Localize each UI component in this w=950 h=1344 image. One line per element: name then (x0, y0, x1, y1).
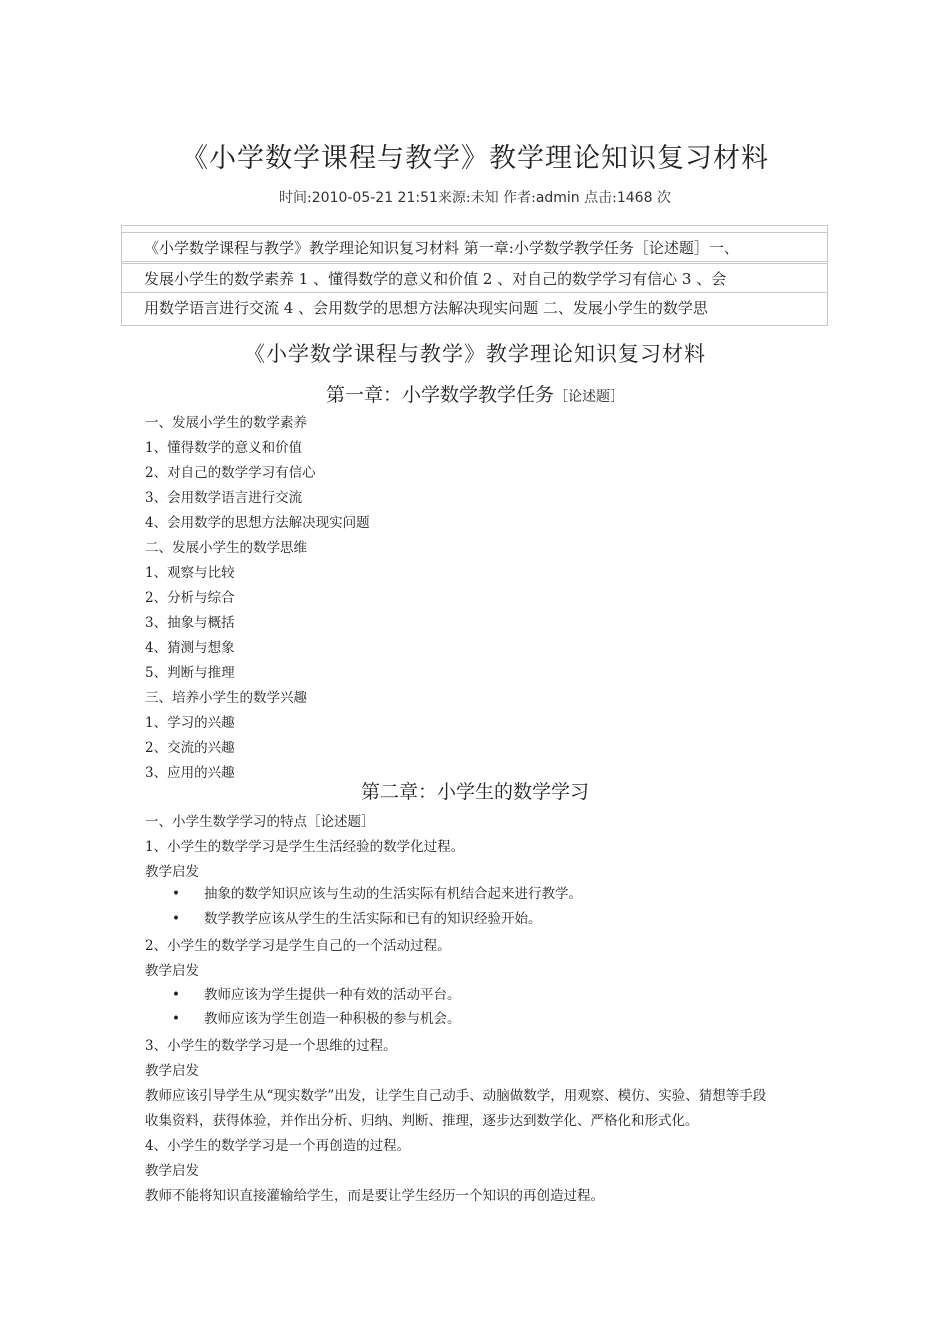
source-value: 未知 (470, 190, 499, 206)
paragraph: 4、小学生的数学学习是一个再创造的过程。 (145, 1138, 411, 1154)
bullet-icon: • (172, 1011, 180, 1027)
document-title: 《小学数学课程与教学》教学理论知识复习材料 (244, 342, 706, 366)
article-meta (0, 187, 950, 207)
chapter-1-title: 第一章：小学数学教学任务 (325, 384, 554, 406)
time-value: 2010-05-21 21:51 (311, 190, 438, 206)
bullet-text: 数学教学应该从学生的生活实际和已有的知识经验开始。 (204, 911, 542, 927)
chapter-1-heading (0, 380, 950, 407)
paragraph: 1、小学生的数学学习是学生生活经验的数学化过程。 (145, 839, 465, 855)
summary-line: 《小学数学课程与教学》教学理论知识复习材料 第一章:小学数学教学任务［论述题］一、 (122, 232, 827, 262)
paragraph: 2、小学生的数学学习是学生自己的一个活动过程。 (145, 938, 451, 954)
bullet-text: 教师应该为学生创造一种积极的参与机会。 (204, 1011, 461, 1027)
bullet-icon: • (172, 911, 180, 927)
source-label: 来源: (437, 190, 471, 206)
list-item: 5、判断与推理 (145, 665, 235, 681)
list-item: 3、应用的兴趣 (145, 765, 235, 781)
bullet-icon: • (172, 886, 180, 902)
time-label: 时间: (279, 190, 312, 206)
list-item: 2、分析与综合 (145, 590, 235, 606)
list-item: 2、对自己的数学学习有信心 (145, 465, 316, 481)
paragraph-line: 教师不能将知识直接灌输给学生，而是要让学生经历一个知识的再创造过程。 (145, 1188, 604, 1204)
bullet-item (172, 907, 542, 927)
clicks-value: 1468 (616, 190, 653, 206)
teaching-hint-label: 教学启发 (145, 1163, 199, 1179)
list-item: 3、抽象与概括 (145, 615, 235, 631)
list-item: 4、会用数学的思想方法解决现实问题 (145, 515, 370, 531)
paragraph-line: 教师应该引导学生从“现实数学”出发，让学生自己动手、动脑做数学，用观察、模仿、实验、猜想等手段 (145, 1088, 767, 1104)
page-title: 《小学数学课程与教学》教学理论知识复习材料 (181, 143, 769, 174)
summary-line: 发展小学生的数学素养 1 、懂得数学的意义和价值 2 、对自己的数学学习有信心 3 、会 (122, 263, 827, 293)
list-item: 1、学习的兴趣 (145, 715, 235, 731)
clicks-label: 点击: (579, 190, 617, 206)
summary-line: 用数学语言进行交流 4 、会用数学的思想方法解决现实问题 二、发展小学生的数学思 (144, 299, 708, 317)
teaching-hint-label: 教学启发 (145, 864, 199, 880)
list-item: 1、观察与比较 (145, 565, 235, 581)
list-item: 二、发展小学生的数学思维 (145, 540, 307, 556)
list-item: 4、猜测与想象 (145, 640, 235, 656)
bullet-text: 抽象的数学知识应该与生动的生活实际有机结合起来进行教学。 (204, 886, 582, 902)
bullet-item (172, 983, 461, 1003)
list-item: 1、懂得数学的意义和价值 (145, 440, 303, 456)
bullet-item (172, 1007, 461, 1027)
clicks-unit: 次 (652, 190, 671, 206)
teaching-hint-label: 教学启发 (145, 1063, 199, 1079)
list-item: 三、培养小学生的数学兴趣 (145, 690, 307, 706)
author-value: admin (535, 190, 580, 206)
bullet-text: 教师应该为学生提供一种有效的活动平台。 (204, 987, 461, 1003)
paragraph: 3、小学生的数学学习是一个思维的过程。 (145, 1038, 397, 1054)
list-item: 一、发展小学生的数学素养 (145, 415, 307, 431)
author-label: 作者: (498, 190, 536, 206)
paragraph-line: 收集资料，获得体验，并作出分析、归纳、判断、推理，逐步达到数学化、严格化和形式化。 (145, 1113, 699, 1129)
chapter-2-heading: 第二章：小学生的数学学习 (360, 781, 589, 803)
summary-box (121, 225, 828, 326)
teaching-hint-label: 教学启发 (145, 963, 199, 979)
chapter-1-tag: ［论述题］ (554, 389, 624, 405)
bullet-icon: • (172, 987, 180, 1003)
bullet-item (172, 882, 582, 902)
section-heading: 一、小学生数学学习的特点［论述题］ (145, 814, 375, 830)
list-item: 2、交流的兴趣 (145, 740, 235, 756)
list-item: 3、会用数学语言进行交流 (145, 490, 303, 506)
